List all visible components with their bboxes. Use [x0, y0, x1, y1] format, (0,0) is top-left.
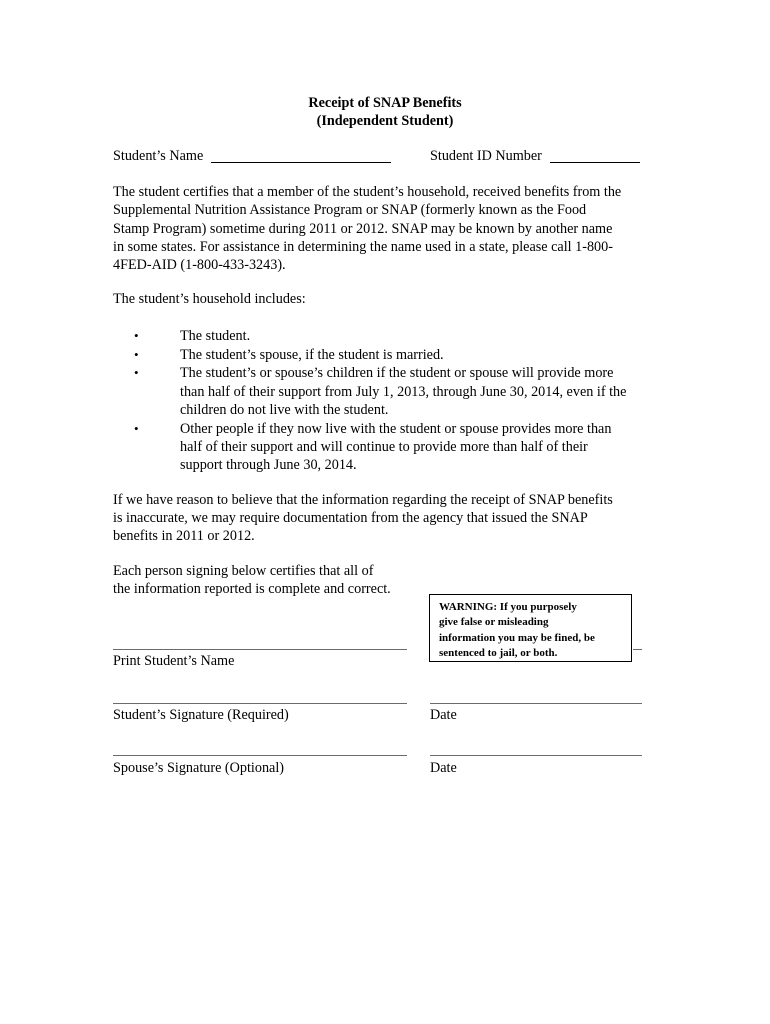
form-title: Receipt of SNAP Benefits — [308, 95, 462, 111]
warning-text: sentenced to jail, or both. — [439, 647, 558, 660]
list-item-continued: than half of their support from July 1, 2013, through June 30, 2014, even if the — [180, 384, 627, 400]
warning-text: give false or misleading — [439, 616, 549, 629]
bullet-icon: • — [134, 347, 139, 362]
form-subtitle: (Independent Student) — [316, 113, 454, 129]
warning-text: WARNING: If you purposely — [439, 601, 577, 613]
spouse-date-label: Date — [430, 760, 457, 776]
paragraph-line: The student certifies that a member of the student’s household, received benefits from the — [113, 184, 622, 200]
list-item-continued: half of their support and will continue to provide more than half of their — [180, 439, 588, 455]
certification-statement: Each person signing below certifies that all of — [113, 563, 374, 579]
spouse-signature-label: Spouse’s Signature (Optional) — [113, 760, 285, 776]
paragraph-line: If we have reason to believe that the information regarding the receipt of SNAP benefits — [113, 492, 613, 508]
list-item: The student. — [180, 328, 251, 344]
certification-statement: the information reported is complete and correct. — [113, 581, 391, 597]
list-item: The student’s spouse, if the student is married. — [180, 347, 444, 363]
paragraph-line: Stamp Program) sometime during 2011 or 2012. SNAP may be known by another name — [113, 221, 613, 237]
list-item: Other people if they now live with the student or spouse provides more than — [180, 421, 612, 437]
student-signature-field[interactable] — [113, 703, 407, 704]
paragraph-line: is inaccurate, we may require documentation from the agency that issued the SNAP — [113, 510, 588, 526]
warning-text: information you may be fined, be — [439, 631, 595, 644]
print-name-field[interactable] — [113, 649, 407, 650]
bullet-icon: • — [134, 365, 139, 380]
student-date-label: Date — [430, 707, 457, 723]
paragraph-line: Supplemental Nutrition Assistance Program or SNAP (formerly known as the Food — [113, 202, 587, 218]
paragraph-line: in some states. For assistance in determining the name used in a state, please call 1-800- — [113, 239, 613, 255]
signature-line-stub — [633, 649, 642, 650]
student-name-label: Student’s Name — [113, 148, 204, 164]
spouse-date-field[interactable] — [430, 755, 642, 756]
warning-box — [429, 594, 632, 662]
list-item: The student’s or spouse’s children if the student or spouse will provide more — [180, 365, 614, 381]
student-date-field[interactable] — [430, 703, 642, 704]
paragraph-line: benefits in 2011 or 2012. — [113, 528, 255, 544]
print-name-label: Print Student’s Name — [113, 653, 235, 669]
bullet-icon: • — [134, 421, 139, 436]
student-id-field[interactable] — [550, 146, 640, 163]
spouse-signature-field[interactable] — [113, 755, 407, 756]
student-id-label: Student ID Number — [430, 148, 542, 164]
bullet-icon: • — [134, 328, 139, 343]
student-name-field[interactable] — [211, 146, 391, 163]
household-intro: The student’s household includes: — [113, 291, 306, 307]
paragraph-line: 4FED-AID (1-800-433-3243). — [113, 257, 286, 273]
list-item-continued: support through June 30, 2014. — [180, 457, 357, 473]
student-signature-label: Student’s Signature (Required) — [113, 707, 289, 723]
list-item-continued: children do not live with the student. — [180, 402, 389, 418]
